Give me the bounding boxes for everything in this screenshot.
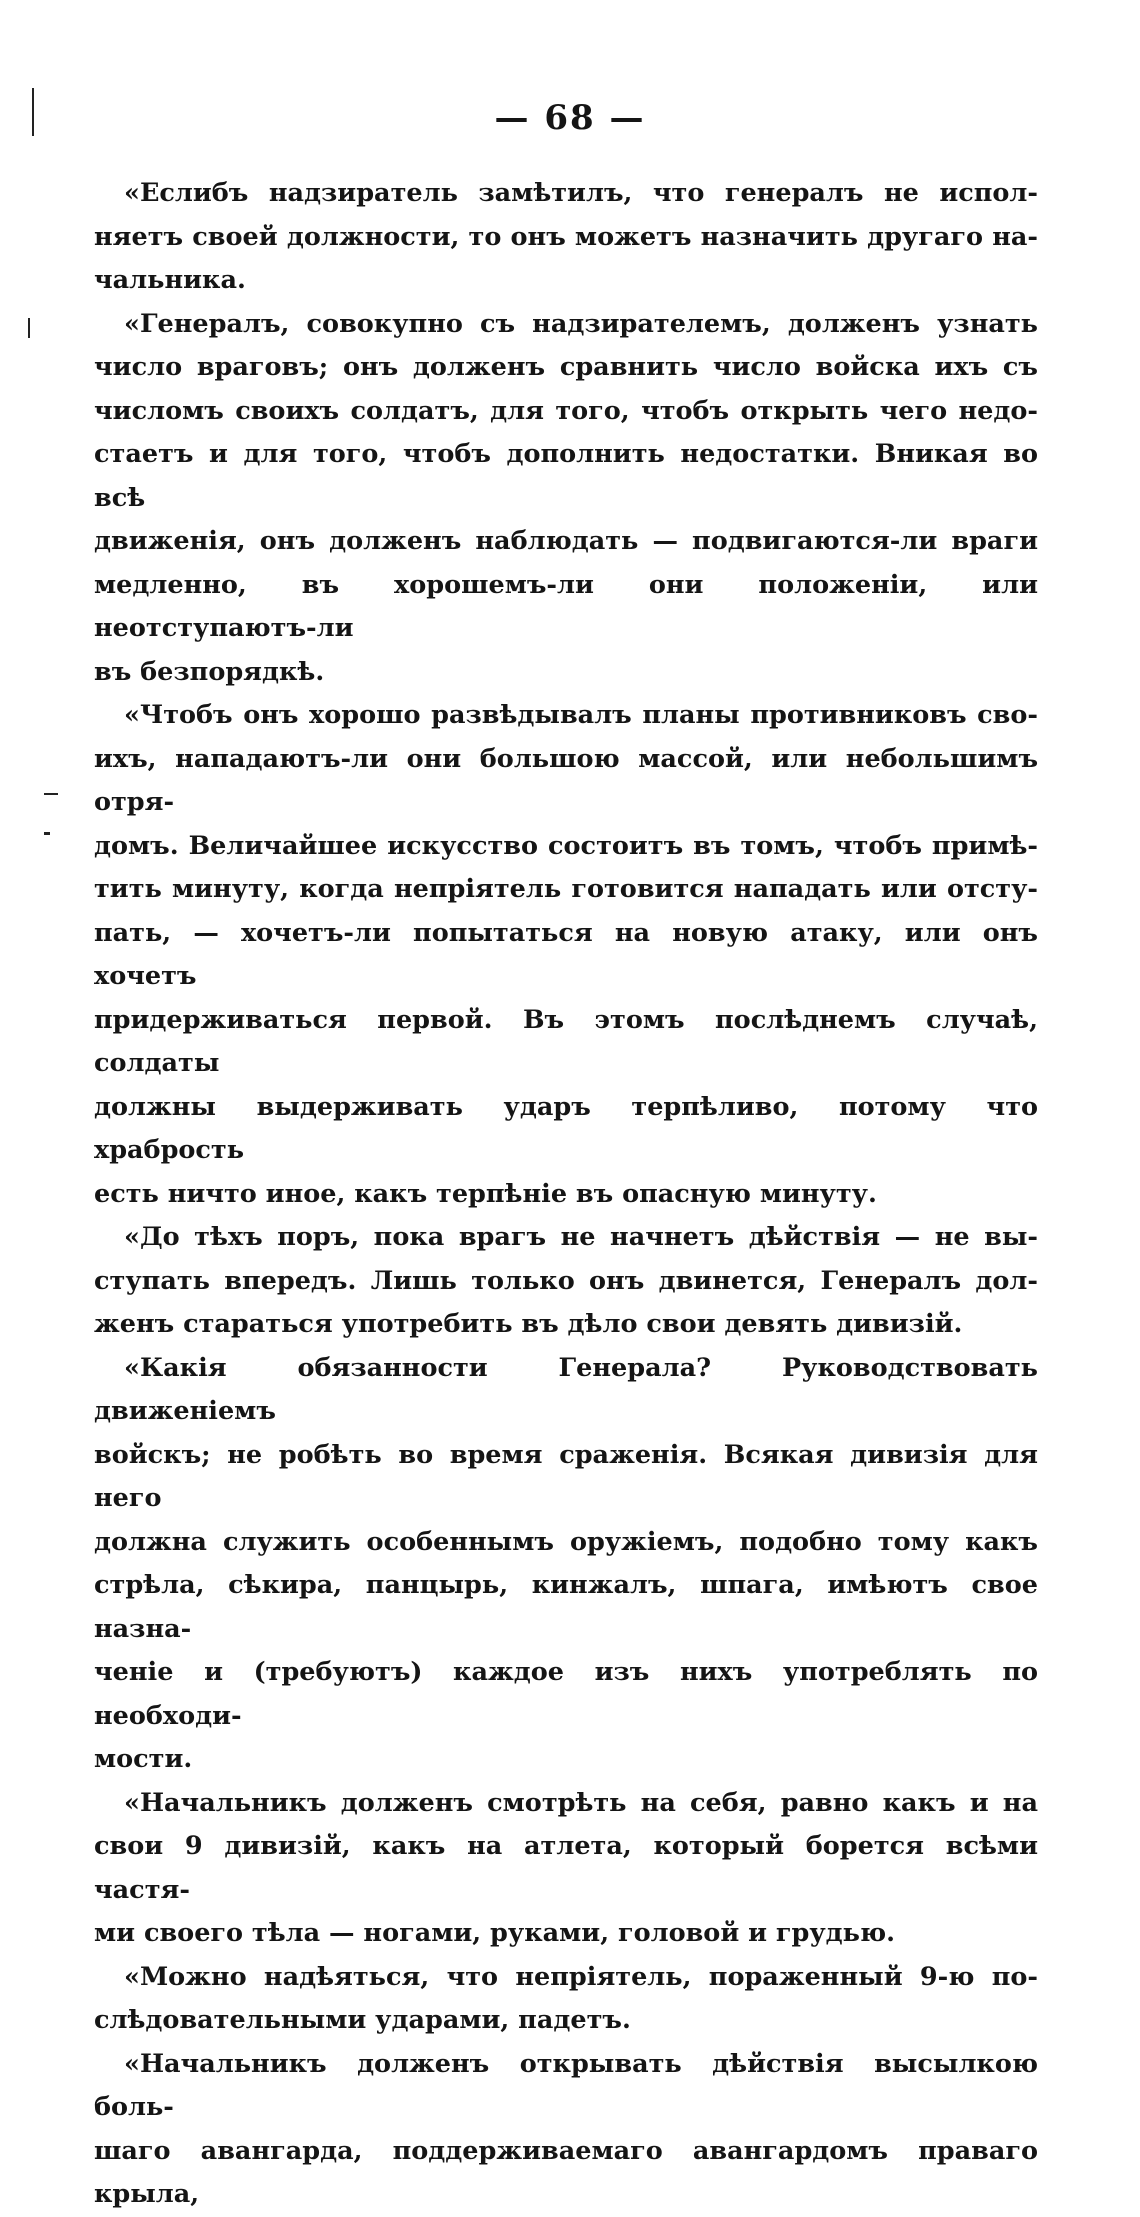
scan-mark [44, 793, 58, 795]
text-line: няетъ своей должности, то онъ можетъ назначить другаго на- [94, 221, 1038, 252]
text-line: «Генералъ, совокупно съ надзирателемъ, долженъ узнать [124, 308, 1038, 339]
text-line: придерживаться первой. Въ этомъ послѣднемъ случаѣ, солдаты [94, 1004, 1038, 1078]
text-line: мости. [94, 1744, 193, 1774]
text-line: домъ. Величайшее искусство состоитъ въ томъ, чтобъ примѣ- [94, 830, 1038, 861]
paragraph [94, 303, 1038, 695]
text-line: стаетъ и для того, чтобъ дополнить недостатки. Вникая во всѣ [94, 439, 1038, 513]
text-line: стрѣла, сѣкира, панцырь, кинжалъ, шпага, имѣютъ свое назна- [94, 1570, 1038, 1644]
text-line: «Еслибъ надзиратель замѣтилъ, что генералъ не испол- [124, 178, 1038, 208]
paragraph [94, 1216, 1038, 1347]
text-line: число враговъ; онъ долженъ сравнить число войска ихъ съ [94, 352, 1038, 382]
paragraph [94, 172, 1038, 303]
text-line: «Можно надѣяться, что непріятель, пораженный 9-ю по- [124, 1961, 1038, 1992]
text-line: движенія, онъ долженъ наблюдать — подвигаются-ли враги [94, 526, 1038, 556]
text-line: числомъ своихъ солдатъ, для того, чтобъ открыть чего недо- [94, 395, 1038, 426]
text-line: должны выдерживать ударъ терпѣливо, потому что храбрость [94, 1091, 1038, 1165]
text-line: пать, — хочетъ-ли попытаться на новую атаку, или онъ хочетъ [94, 917, 1038, 991]
text-line: «До тѣхъ поръ, пока врагъ не начнетъ дѣйствія — не вы- [124, 1222, 1038, 1252]
body-text [94, 172, 1038, 2217]
text-line: ступать впередъ. Лишь только онъ двинется, Генералъ дол- [94, 1265, 1038, 1296]
page-number: — 68 — [494, 98, 646, 138]
paragraph [94, 1347, 1038, 1782]
text-line: свои 9 дивизій, какъ на атлета, который борется всѣми частя- [94, 1831, 1038, 1905]
text-line: въ безпорядкѣ. [94, 656, 325, 687]
paragraph [94, 2043, 1038, 2217]
text-line: ихъ, нападаютъ-ли они большою массой, или небольшимъ отря- [94, 743, 1038, 817]
text-line: тить минуту, когда непріятель готовится нападать или отсту- [94, 874, 1038, 904]
text-line: слѣдовательными ударами, падетъ. [94, 2005, 631, 2035]
text-line: ми своего тѣла — ногами, руками, головой и грудью. [94, 1918, 896, 1948]
paragraph [94, 694, 1038, 1216]
text-line: «Какія обязанности Генерала? Руководствовать движеніемъ [94, 1352, 1038, 1426]
text-line: чальника. [94, 265, 246, 295]
text-line: войскъ; не робѣть во время сраженія. Всякая дивизія для него [94, 1439, 1038, 1513]
text-line: есть ничто иное, какъ терпѣніе въ опасную минуту. [94, 1178, 877, 1209]
scan-mark [28, 318, 30, 338]
text-line: шаго авангарда, поддерживаемаго авангардомъ праваго крыла, [94, 2135, 1038, 2209]
text-line: «Начальникъ долженъ открывать дѣйствія высылкою боль- [94, 2048, 1038, 2122]
paragraph [94, 1782, 1038, 1956]
text-line: ченіе и (требуютъ) каждое изъ нихъ употреблять по необходи- [94, 1657, 1038, 1731]
text-line: «Чтобъ онъ хорошо развѣдывалъ планы противниковъ сво- [124, 700, 1038, 730]
text-line: женъ стараться употребить въ дѣло свои девять дивизій. [94, 1309, 963, 1339]
scan-mark [44, 832, 50, 835]
text-line: «Начальникъ долженъ смотрѣть на себя, равно какъ и на [124, 1787, 1038, 1818]
paragraph [94, 1956, 1038, 2043]
text-line: должна служить особеннымъ оружіемъ, подобно тому какъ [94, 1526, 1038, 1557]
text-line: медленно, въ хорошемъ-ли они положеніи, или неотступаютъ-ли [94, 569, 1038, 643]
